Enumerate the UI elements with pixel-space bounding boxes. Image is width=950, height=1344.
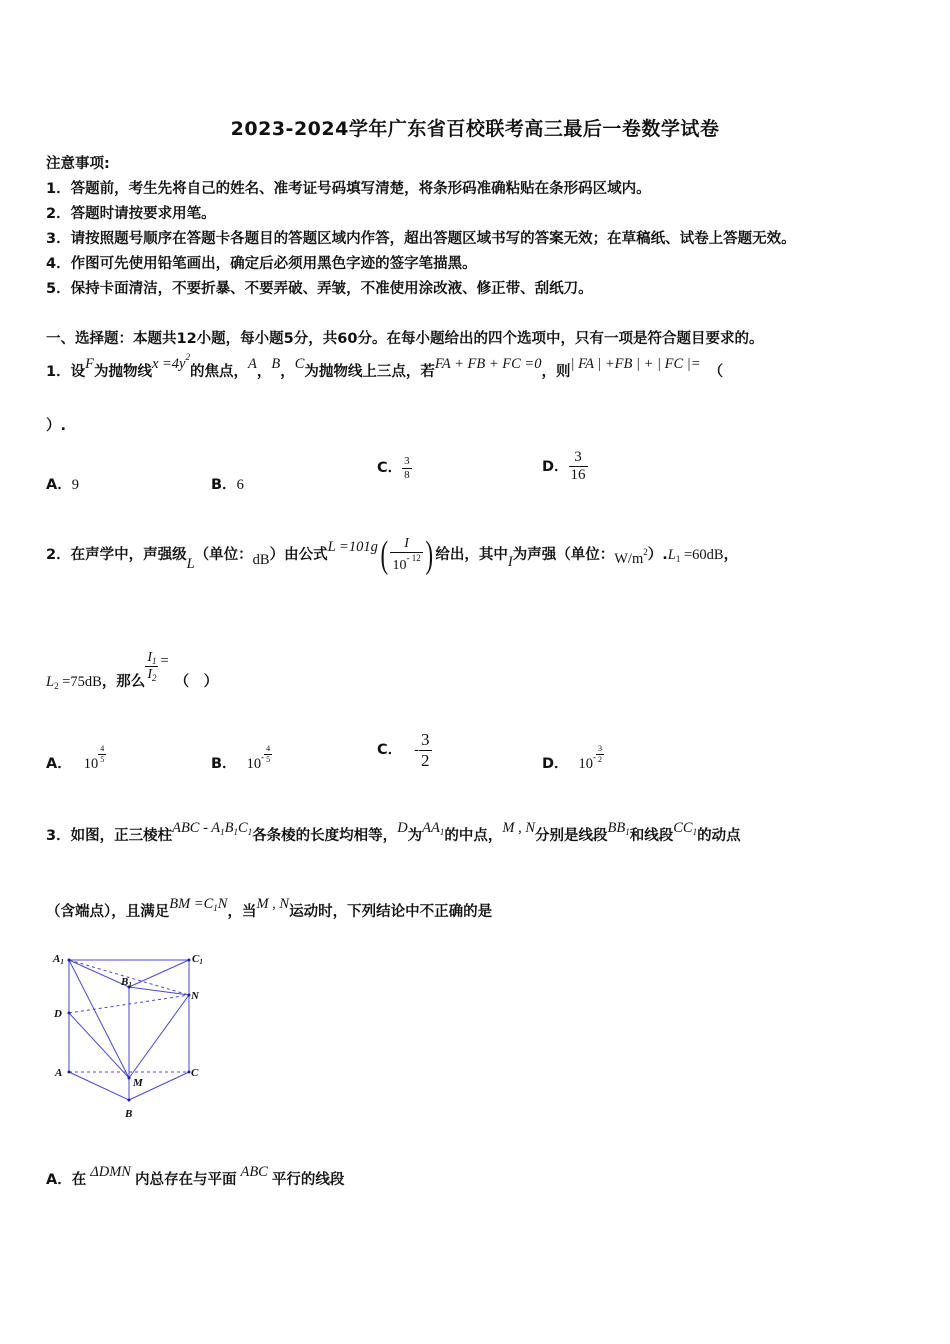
q2-option-d[interactable]: D． 10- $\frac{3}{2}$ xyxy=(542,744,603,772)
prism-figure xyxy=(40,945,220,1130)
question-3-stem-2: （含端点），且满足BM $=C_1N$，当M , N运动时，下列结论中不正确的是 xyxy=(46,896,493,920)
abs-sum: | FA | +FB | + | FC |= xyxy=(570,356,701,372)
fraction: $\frac{3}{16}$ xyxy=(570,449,586,484)
label-B: B xyxy=(125,1108,133,1120)
q1-option-a[interactable]: A．9 xyxy=(46,477,79,493)
label-N: N xyxy=(191,990,199,1002)
question-1-stem: 1．设F为抛物线$x =4y^2$的焦点，A，B，C为抛物线上三点，若FA + FB + FC =0，则| FA | +FB | + | FC |= （ xyxy=(46,352,724,380)
ratio-fraction: $\frac{I_1}{I_2}$ xyxy=(147,650,157,684)
q1-option-b[interactable]: B．6 xyxy=(211,477,244,493)
fraction: $\frac{3}{8}$ xyxy=(404,455,410,481)
notice-item-3: 3．请按照题号顺序在答题卡各题目的答题区域内作答，超出答题区域书写的答案无效；在草稿纸、试卷上答题无效。 xyxy=(46,231,796,247)
parabola-equation: $x =4y^2$ xyxy=(151,352,190,372)
notice-heading: 注意事项: xyxy=(46,156,110,172)
notice-item-5: 5．保持卡面清洁，不要折暴、不要弄破、弄皱，不准使用涂改液、修正带、刮纸刀。 xyxy=(46,281,593,297)
label-C: C xyxy=(191,1067,199,1079)
label-D: D xyxy=(54,1008,62,1020)
label-C1: C1 xyxy=(192,953,203,966)
notice-item-2: 2．答题时请按要求用笔。 xyxy=(46,206,216,222)
q1-option-c[interactable]: C． $\frac{3}{8}$ xyxy=(377,455,410,481)
question-2-stem-2: $L_2 =75dB$，那么 $\frac{I_1}{I_2}$ =（ ） xyxy=(46,650,219,691)
page-title: 2023-2024学年广东省百校联考高三最后一卷数学试卷 xyxy=(230,118,720,140)
label-B1: B1 xyxy=(121,976,132,989)
q2-option-a[interactable]: A． 10 $\frac{4}{5}$ xyxy=(46,744,105,772)
q2-option-c[interactable]: C． - $\frac{3}{2}$ xyxy=(377,730,430,770)
vector-sum: FA + FB + FC =0 xyxy=(434,356,542,372)
q2-option-b[interactable]: B． 10- $\frac{4}{5}$ xyxy=(211,744,271,772)
question-2-stem: 2．在声学中，声强级L（单位：dB）由公式L =101g( $\frac{I}{10^{- 12}}$ ) 给出，其中I为声强（单位：$W/m^2).L_1 =60dB$， xyxy=(46,534,739,576)
label-A: A xyxy=(55,1067,63,1079)
question-1-stem-end: ）. xyxy=(46,418,67,434)
fraction: $\frac{I}{10^{- 12}}$ xyxy=(392,535,421,573)
notice-item-1: 1．答题前，考生先将自己的姓名、准考证号码填写清楚，将条形码准确粘贴在条形码区域内。 xyxy=(46,181,651,197)
q1-option-d[interactable]: D． $\frac{3}{16}$ xyxy=(542,449,586,484)
label-A1: A1 xyxy=(53,953,64,966)
sound-level-formula: L =101g xyxy=(327,539,378,555)
notice-item-4: 4．作图可先使用铅笔画出，确定后必须用黑色字迹的签字笔描黑。 xyxy=(46,256,477,272)
q3-option-a[interactable]: A．在 ΔDMN 内总存在与平面 ABC 平行的线段 xyxy=(46,1164,345,1188)
section-heading: 一、选择题：本题共12小题，每小题5分，共60分。在每小题给出的四个选项中，只有一项是符合题目要求的。 xyxy=(46,331,764,347)
question-3-stem: 3．如图，正三棱柱ABC - $A_1B_1C_1$各条棱的长度均相等，D为$AA_1$的中点，M , N分别是线段$BB_1$和线段$CC_1$的动点 xyxy=(46,820,741,844)
label-M: M xyxy=(133,1077,143,1089)
